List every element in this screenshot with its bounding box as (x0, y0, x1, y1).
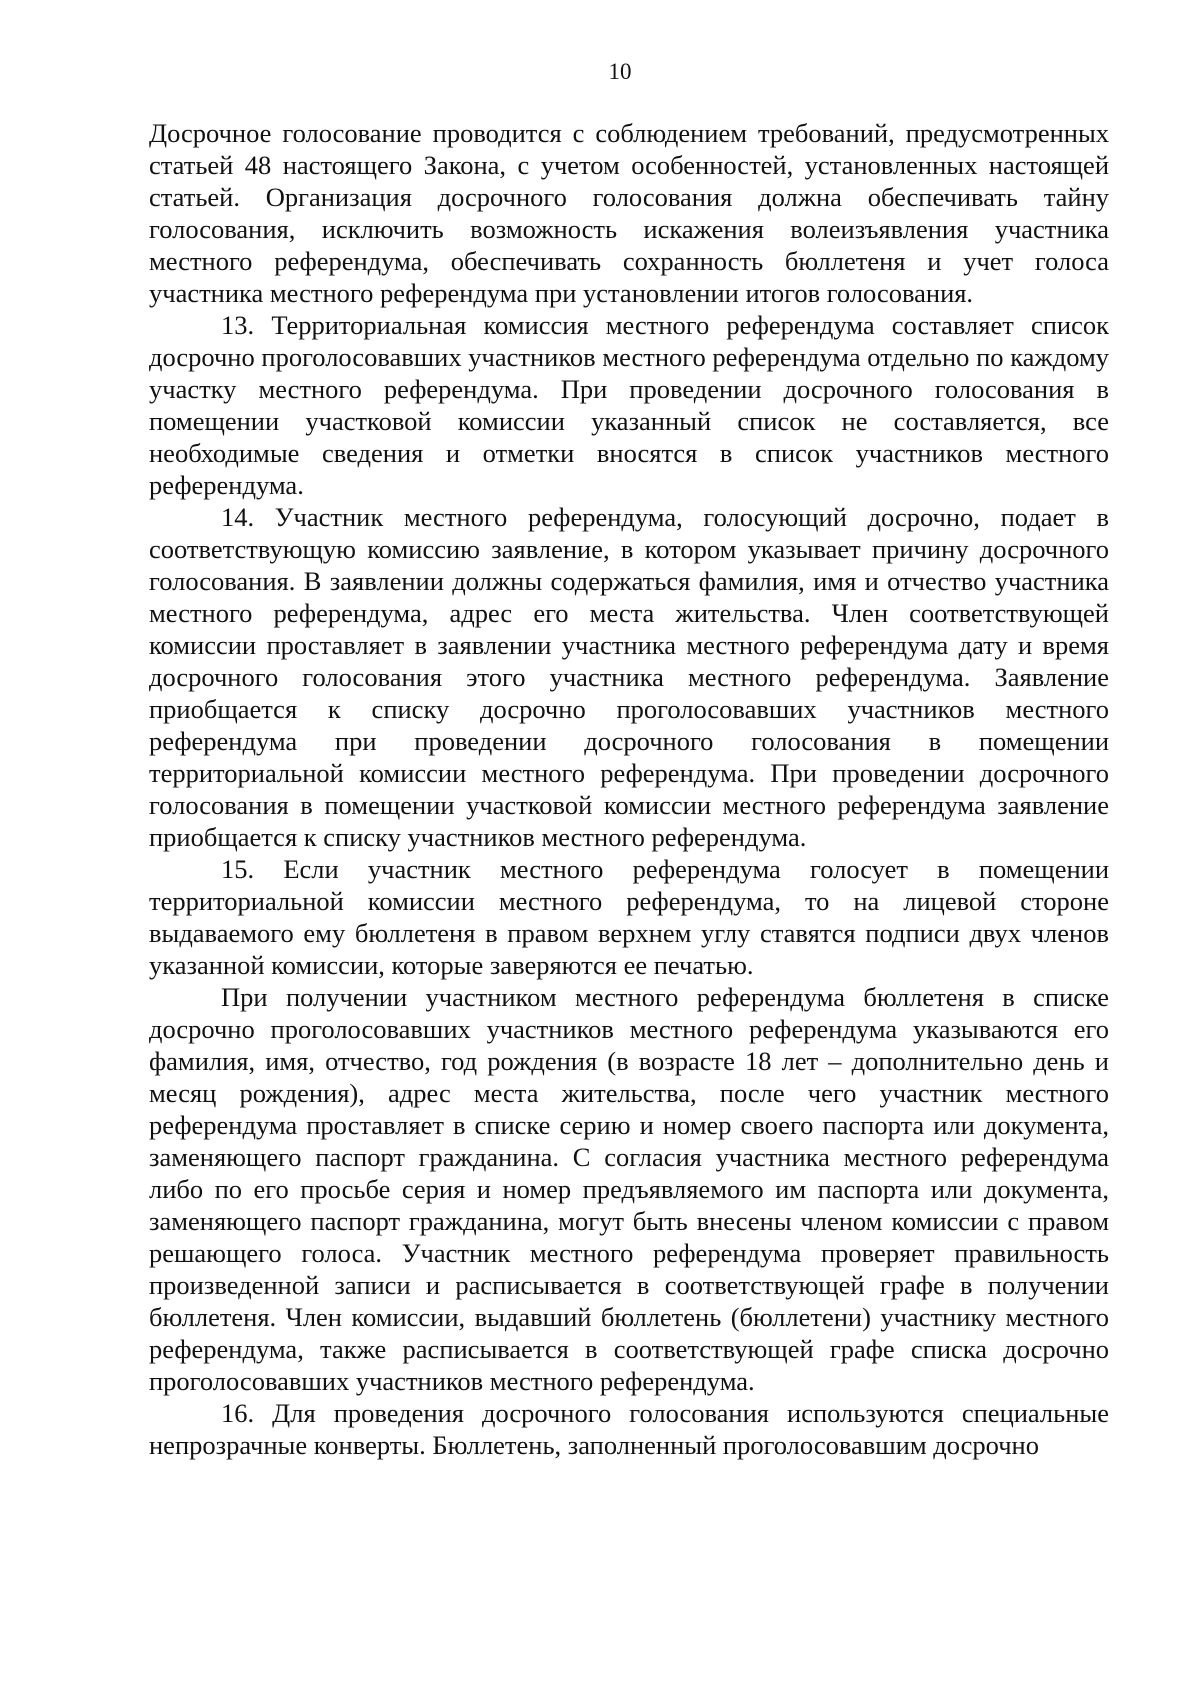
document-body (149, 117, 1109, 1461)
paragraph-13: 13. Территориальная комиссия местного референдума составляет список досрочно проголосовавших участников местного референдума отдельно по каждому участку местного референдума. При проведении досрочного голосования в помещении участковой комиссии указанный список не составляется, все необходимые сведения и отметки вносятся в список участников местного референдума. (149, 310, 1109, 500)
paragraph-early-voting-rules: Досрочное голосование проводится с соблюдением требований, предусмотренных статьей 48 настоящего Закона, с учетом особенностей, установленных настоящей статьей. Организация досрочного голосования должна обеспечивать тайну голосования, исключить возможность искажения волеизъявления участника местного референдума, обеспечивать сохранность бюллетеня и учет голоса участника местного референдума при установлении итогов голосования. (149, 118, 1109, 308)
paragraph-15: 15. Если участник местного референдума голосует в помещении территориальной комиссии местного референдума, то на лицевой стороне выдаваемого ему бюллетеня в правом верхнем углу ставятся подписи двух членов указанной комиссии, которые заверяются ее печатью. (149, 854, 1109, 980)
page-number: 10 (608, 59, 632, 84)
paragraph-15-ballot-issue: При получении участником местного референдума бюллетеня в списке досрочно проголосовавших участников местного референдума указываются его фамилия, имя, отчество, год рождения (в возрасте 18 лет – дополнительно день и месяц рождения), адрес места жительства, после чего участник местного референдума проставляет в списке серию и номер своего паспорта или документа, заменяющего паспорт гражданина. С согласия участника местного референдума либо по его просьбе серия и номер предъявляемого им паспорта или документа, заменяющего паспорт гражданина, могут быть внесены членом комиссии с правом решающего голоса. Участник местного референдума проверяет правильность произведенной записи и расписывается в соответствующей графе в получении бюллетеня. Член комиссии, выдавший бюллетень (бюллетени) участнику местного референдума, также расписывается в соответствующей графе списка досрочно проголосовавших участников местного референдума. (149, 982, 1109, 1396)
paragraph-16: 16. Для проведения досрочного голосования используются специальные непрозрачные конверты. Бюллетень, заполненный проголосовавшим досрочно (149, 1398, 1109, 1460)
paragraph-14: 14. Участник местного референдума, голосующий досрочно, подает в соответствующую комиссию заявление, в котором указывает причину досрочного голосования. В заявлении должны содержаться фамилия, имя и отчество участника местного референдума, адрес его места жительства. Член соответствующей комиссии проставляет в заявлении участника местного референдума дату и время досрочного голосования этого участника местного референдума. Заявление приобщается к списку досрочно проголосовавших участников местного референдума при проведении досрочного голосования в помещении территориальной комиссии местного референдума. При проведении досрочного голосования в помещении участковой комиссии местного референдума заявление приобщается к списку участников местного референдума. (149, 502, 1109, 852)
